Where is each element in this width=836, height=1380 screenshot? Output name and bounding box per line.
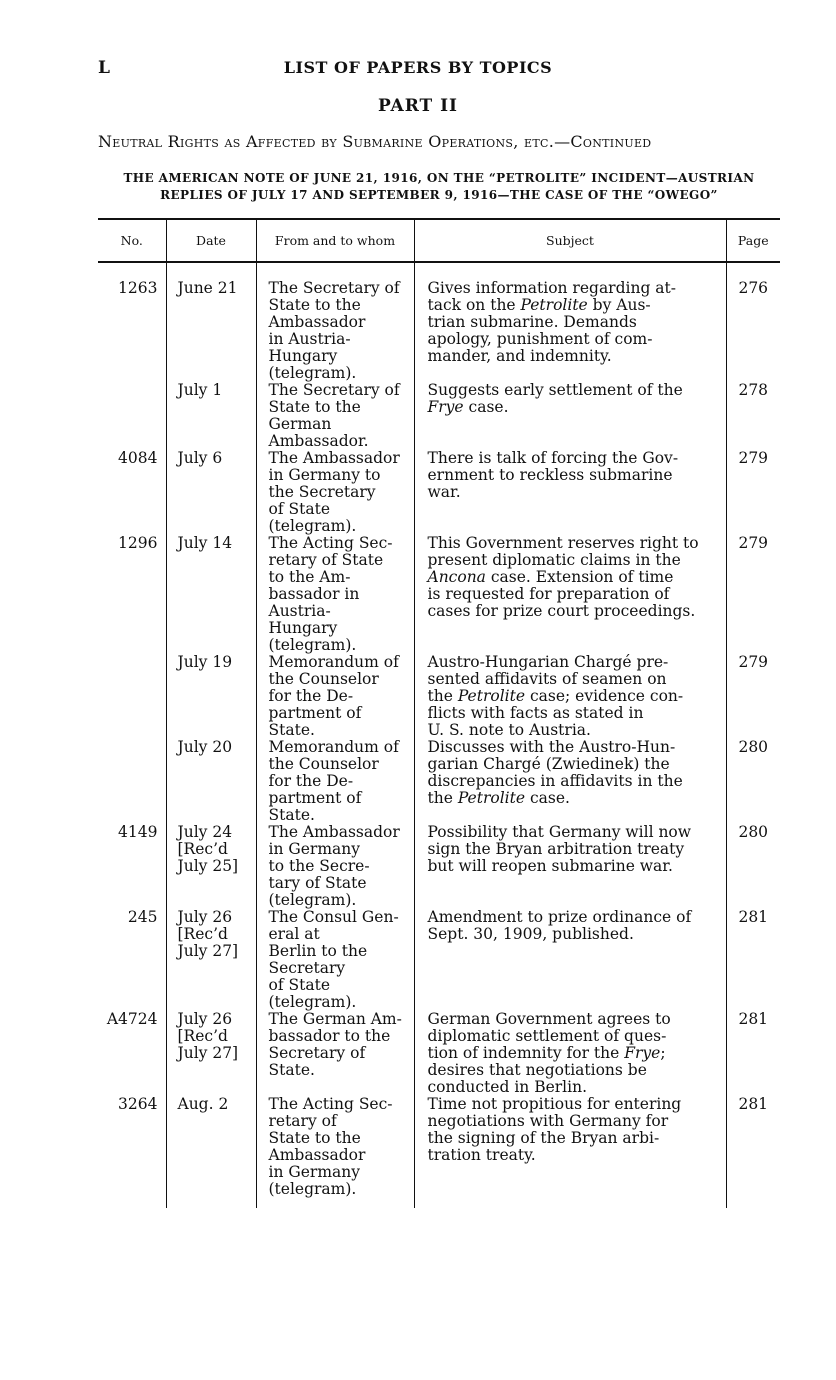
entry-number: 245 <box>98 909 166 1011</box>
topic-title-line-2: REPLIES OF JULY 17 AND SEPTEMBER 9, 1916—THE CASE OF THE “OWEGO” <box>160 188 718 202</box>
part-title: PART II <box>377 96 459 116</box>
entry-page: 281 <box>738 908 769 926</box>
entry-from: The German Am- bassador to the Secretary of State. <box>256 1011 414 1096</box>
entry-from: The Consul Gen- eral at Berlin to the Secretary of State (telegram). <box>256 909 414 1011</box>
entry-subject: Time not propitious for entering negotiations with Germany for the signing of the Bryan arbi- tration treaty. <box>414 1096 726 1198</box>
table-header-row <box>98 219 780 262</box>
entry-from: The Acting Sec- retary of State to the Ambassador in Germany (telegram). <box>256 1096 414 1198</box>
ship-name: Frye <box>427 398 464 416</box>
table-row <box>98 739 780 824</box>
column-header-date: Date <box>166 219 256 262</box>
entry-date: Aug. 2 <box>166 1096 256 1198</box>
entry-date: July 6 <box>166 450 256 535</box>
ship-name: Petrolite <box>520 296 588 314</box>
section-title: Neutral Rights as Affected by Submarine Operations, etc.—Continued <box>98 132 652 151</box>
topic-title <box>98 170 780 204</box>
entry-date: July 26 [Rec’d July 27] <box>166 1011 256 1096</box>
entry-date: July 14 <box>166 535 256 654</box>
column-header-subject: Subject <box>414 219 726 262</box>
entry-subject: There is talk of forcing the Gov- ernment to reckless submarine war. <box>414 450 726 535</box>
ship-name: Petrolite <box>457 687 526 705</box>
entry-page: 280 <box>738 823 769 841</box>
spacer-cell <box>414 1198 726 1208</box>
spacer-cell <box>98 1198 166 1208</box>
entry-page: 281 <box>738 1095 769 1113</box>
entry-date: July 1 <box>166 382 256 450</box>
entry-page: 276 <box>738 279 769 297</box>
entry-page: 280 <box>738 738 769 756</box>
entry-number: 4084 <box>98 450 166 535</box>
entry-page: 278 <box>738 381 769 399</box>
entry-number <box>98 654 166 739</box>
entry-number <box>98 739 166 824</box>
spacer-cell <box>166 1198 256 1208</box>
papers-table <box>98 218 780 1208</box>
entry-subject: Austro-Hungarian Chargé pre- sented affidavits of seamen on the Petrolite case; evidence con- flicts with facts as stated in U. S. note to Austria. <box>414 654 726 739</box>
entry-page: 279 <box>738 534 769 552</box>
entry-from: Memorandum of the Counselor for the De- partment of State. <box>256 739 414 824</box>
topic-title-line-1: THE AMERICAN NOTE OF JUNE 21, 1916, ON THE “PETROLITE” INCIDENT—AUSTRIAN <box>123 171 755 185</box>
table-row <box>98 824 780 909</box>
entry-from: The Secretary of State to the Ambassador in Austria- Hungary (telegram). <box>256 262 414 382</box>
entry-from: The Ambassador in Germany to the Secretary of State (telegram). <box>256 450 414 535</box>
ship-name: Ancona <box>427 568 486 586</box>
entry-date: July 20 <box>166 739 256 824</box>
entry-from: The Secretary of State to the German Ambassador. <box>256 382 414 450</box>
entry-date: July 19 <box>166 654 256 739</box>
spacer-cell <box>726 1198 780 1208</box>
column-header-from: From and to whom <box>256 219 414 262</box>
entry-number: 1296 <box>98 535 166 654</box>
entry-subject: This Government reserves right to present diplomatic claims in the Ancona case. Extension of time is requested for preparation of cases for prize court proceedings. <box>414 535 726 654</box>
entry-number <box>98 382 166 450</box>
entry-from: The Acting Sec- retary of State to the Am- bassador in Austria- Hungary (telegram). <box>256 535 414 654</box>
entry-subject: Discusses with the Austro-Hun- garian Chargé (Zwiedinek) the discrepancies in affidavits in the the Petrolite case. <box>414 739 726 824</box>
entry-number: 1263 <box>98 262 166 382</box>
entry-date: June 21 <box>166 262 256 382</box>
entry-from: The Ambassador in Germany to the Secre- tary of State (telegram). <box>256 824 414 909</box>
table-row <box>98 450 780 535</box>
entry-subject: German Government agrees to diplomatic settlement of ques- tion of indemnity for the Frye; desires that negotiations be conducted in Berlin. <box>414 1011 726 1096</box>
column-header-page: Page <box>726 219 780 262</box>
entry-date: July 24 [Rec’d July 25] <box>166 824 256 909</box>
table-row <box>98 909 780 1011</box>
entry-subject: Gives information regarding at- tack on the Petrolite by Aus- trian submarine. Demands apology, punishment of com- mander, and indemnity. <box>414 262 726 382</box>
table-row <box>98 654 780 739</box>
entry-subject: Possibility that Germany will now sign the Bryan arbitration treaty but will reopen submarine war. <box>414 824 726 909</box>
entry-page: 279 <box>738 449 769 467</box>
entry-number: 3264 <box>98 1096 166 1198</box>
table-row <box>98 382 780 450</box>
page-number: L <box>98 58 110 78</box>
ship-name: Frye <box>624 1044 661 1062</box>
entry-date: July 26 [Rec’d July 27] <box>166 909 256 1011</box>
running-title: LIST OF PAPERS BY TOPICS <box>283 58 553 77</box>
table-bottom-spacer <box>98 1198 780 1208</box>
ship-name: Petrolite <box>457 789 526 807</box>
column-header-no: No. <box>98 219 166 262</box>
entry-page: 281 <box>738 1010 769 1028</box>
entry-page: 279 <box>738 653 769 671</box>
table-body <box>98 262 780 1208</box>
table-row <box>98 1096 780 1198</box>
entry-number: A4724 <box>98 1011 166 1096</box>
table-row <box>98 1011 780 1096</box>
entry-subject: Amendment to prize ordinance of Sept. 30, 1909, published. <box>414 909 726 1011</box>
entry-number: 4149 <box>98 824 166 909</box>
spacer-cell <box>256 1198 414 1208</box>
table-row <box>98 535 780 654</box>
entry-subject: Suggests early settlement of the Frye case. <box>414 382 726 450</box>
entry-from: Memorandum of the Counselor for the De- partment of State. <box>256 654 414 739</box>
table-row <box>98 262 780 382</box>
